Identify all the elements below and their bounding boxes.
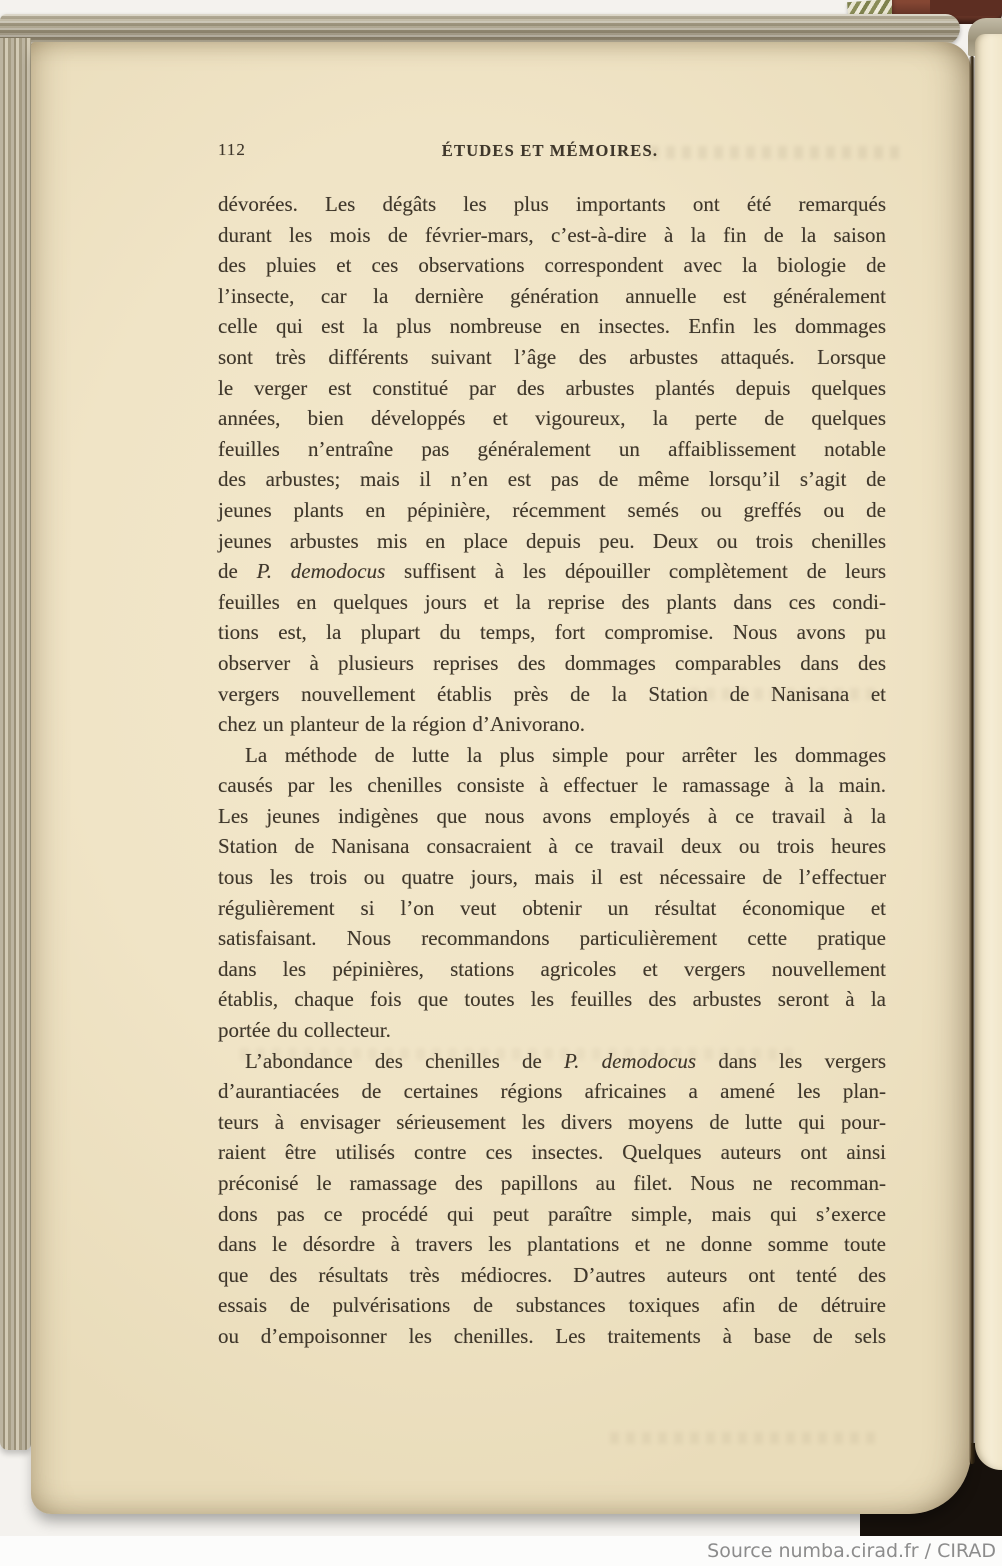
text-segment: le verger est constitué par des arbustes plantés depuis quelques (218, 375, 886, 400)
text-line (218, 1290, 886, 1321)
text-line (218, 495, 886, 526)
text-segment: durant les mois de février-mars, c’est-à-dire à la fin de la saison (218, 222, 886, 247)
text-segment: essais de pulvérisations de substances toxiques afin de détruire (218, 1293, 886, 1318)
text-segment: tions est, la plupart du temps, fort compromise. Nous avons pu (218, 620, 886, 645)
text-line (218, 526, 886, 557)
text-line (218, 1107, 886, 1138)
text-line (218, 1046, 886, 1077)
source-credit: Source numba.cirad.fr / CIRAD (707, 1540, 996, 1562)
text-segment: dévorées. Les dégâts les plus importants ont été remarqués (218, 192, 886, 216)
text-segment: teurs à envisager sérieusement les divers moyens de lutte qui pour- (218, 1109, 886, 1134)
text-line (218, 311, 886, 342)
facing-page-edge (975, 34, 1002, 1470)
text-segment: celle qui est la plus nombreuse en insectes. Enfin les dommages (218, 314, 886, 339)
text-segment: jeunes plants en pépinière, récemment semés ou greffés ou de (218, 497, 886, 522)
scan-caption-bar (0, 1536, 1002, 1566)
text-line (218, 373, 886, 404)
text-segment: établis, chaque fois que toutes les feuilles des arbustes seront à la (218, 987, 886, 1012)
text-line (218, 679, 886, 710)
text-segment: des arbustes; mais il n’en est pas de même lorsqu’il s’agit de (218, 467, 886, 492)
text-segment: Les jeunes indigènes que nous avons employés à ce travail à la (218, 803, 886, 828)
text-line (218, 709, 886, 740)
text-line (218, 984, 886, 1015)
text-line (218, 617, 886, 648)
text-line (218, 434, 886, 465)
text-segment: suffisent à les dépouiller complètement de leurs (385, 559, 887, 584)
text-segment: feuilles en quelques jours et la reprise des plants dans ces condi- (218, 589, 886, 614)
text-line (218, 648, 886, 679)
text-segment: ou d’empoisonner les chenilles. Les traitements à base de sels (218, 1323, 886, 1348)
text-line (218, 801, 886, 832)
page-header (218, 140, 882, 164)
text-segment: régulièrement si l’on veut obtenir un résultat économique et (218, 895, 886, 920)
text-segment: satisfaisant. Nous recommandons particulièrement cette pratique (218, 926, 886, 951)
text-segment: de (218, 559, 257, 584)
text-segment: dons pas ce procédé qui peut paraître simple, mais qui s’exerce (218, 1201, 886, 1226)
text-segment: dans les vergers (696, 1048, 886, 1073)
text-line (218, 1015, 886, 1046)
text-segment: préconisé le ramassage des papillons au filet. Nous ne recomman- (218, 1171, 886, 1195)
text-segment: La méthode de lutte la plus simple pour arrêter les dommages (245, 742, 886, 767)
text-segment: tous les trois ou quatre jours, mais il est nécessaire de l’effectuer (218, 865, 886, 890)
page-number: 112 (218, 140, 246, 159)
text-segment: d’aurantiacées de certaines régions africaines a amené les plan- (218, 1079, 886, 1104)
text-block (218, 189, 886, 1352)
text-line (218, 1321, 886, 1352)
running-title: ÉTUDES ET MÉMOIRES. (441, 141, 659, 160)
text-line (218, 893, 886, 924)
text-line (218, 923, 886, 954)
text-line (218, 1137, 886, 1168)
text-segment: L’abondance des chenilles de (245, 1048, 565, 1073)
text-line (218, 464, 886, 495)
text-line (218, 250, 886, 281)
text-line (218, 220, 886, 251)
species-name-italic: P. demodocus (564, 1048, 697, 1073)
text-segment: années, bien développés et vigoureux, la perte de quelques (218, 406, 886, 431)
text-line (218, 1076, 886, 1107)
text-line (218, 1168, 886, 1199)
text-line (218, 342, 886, 373)
text-segment: jeunes arbustes mis en place depuis peu. Deux ou trois chenilles (218, 528, 886, 553)
text-segment: vergers nouvellement établis près de la Station de Nanisana et (218, 681, 886, 706)
text-line (218, 403, 886, 434)
text-line (218, 1199, 886, 1230)
page-edges-left (0, 38, 31, 1450)
text-line (218, 189, 886, 220)
species-name-italic: P. demodocus (256, 559, 386, 584)
text-line (218, 556, 886, 587)
text-segment: que des résultats très médiocres. D’autres auteurs ont tenté des (218, 1262, 886, 1287)
text-line (218, 281, 886, 312)
text-segment: observer à plusieurs reprises des dommages comparables dans des (218, 650, 886, 675)
text-segment: chez un planteur de la région d’Anivorano. (218, 712, 585, 737)
ink-bleed-through (610, 1432, 880, 1444)
text-line (218, 770, 886, 801)
text-line (218, 954, 886, 985)
page-edges-top (0, 14, 960, 45)
text-line (218, 831, 886, 862)
text-segment: sont très différents suivant l’âge des arbustes attaqués. Lorsque (218, 344, 886, 369)
text-segment: feuilles n’entraîne pas généralement un affaiblissement notable (218, 436, 886, 461)
text-line (218, 862, 886, 893)
text-segment: raient être utilisés contre ces insectes. Quelques auteurs ont ainsi (218, 1140, 886, 1165)
text-segment: portée du collecteur. (218, 1018, 391, 1043)
text-line (218, 1229, 886, 1260)
text-line (218, 1260, 886, 1291)
text-segment: l’insecte, car la dernière génération annuelle est généralement (218, 283, 886, 308)
text-segment: dans le désordre à travers les plantations et ne donne somme toute (218, 1232, 886, 1257)
text-line (218, 740, 886, 771)
text-segment: dans les pépinières, stations agricoles et vergers nouvellement (218, 956, 886, 981)
text-line (218, 587, 886, 618)
text-segment: causés par les chenilles consiste à effectuer le ramassage à la main. (218, 773, 886, 798)
text-segment: Station de Nanisana consacraient à ce travail deux ou trois heures (218, 834, 886, 859)
text-segment: des pluies et ces observations correspondent avec la biologie de (218, 253, 886, 278)
